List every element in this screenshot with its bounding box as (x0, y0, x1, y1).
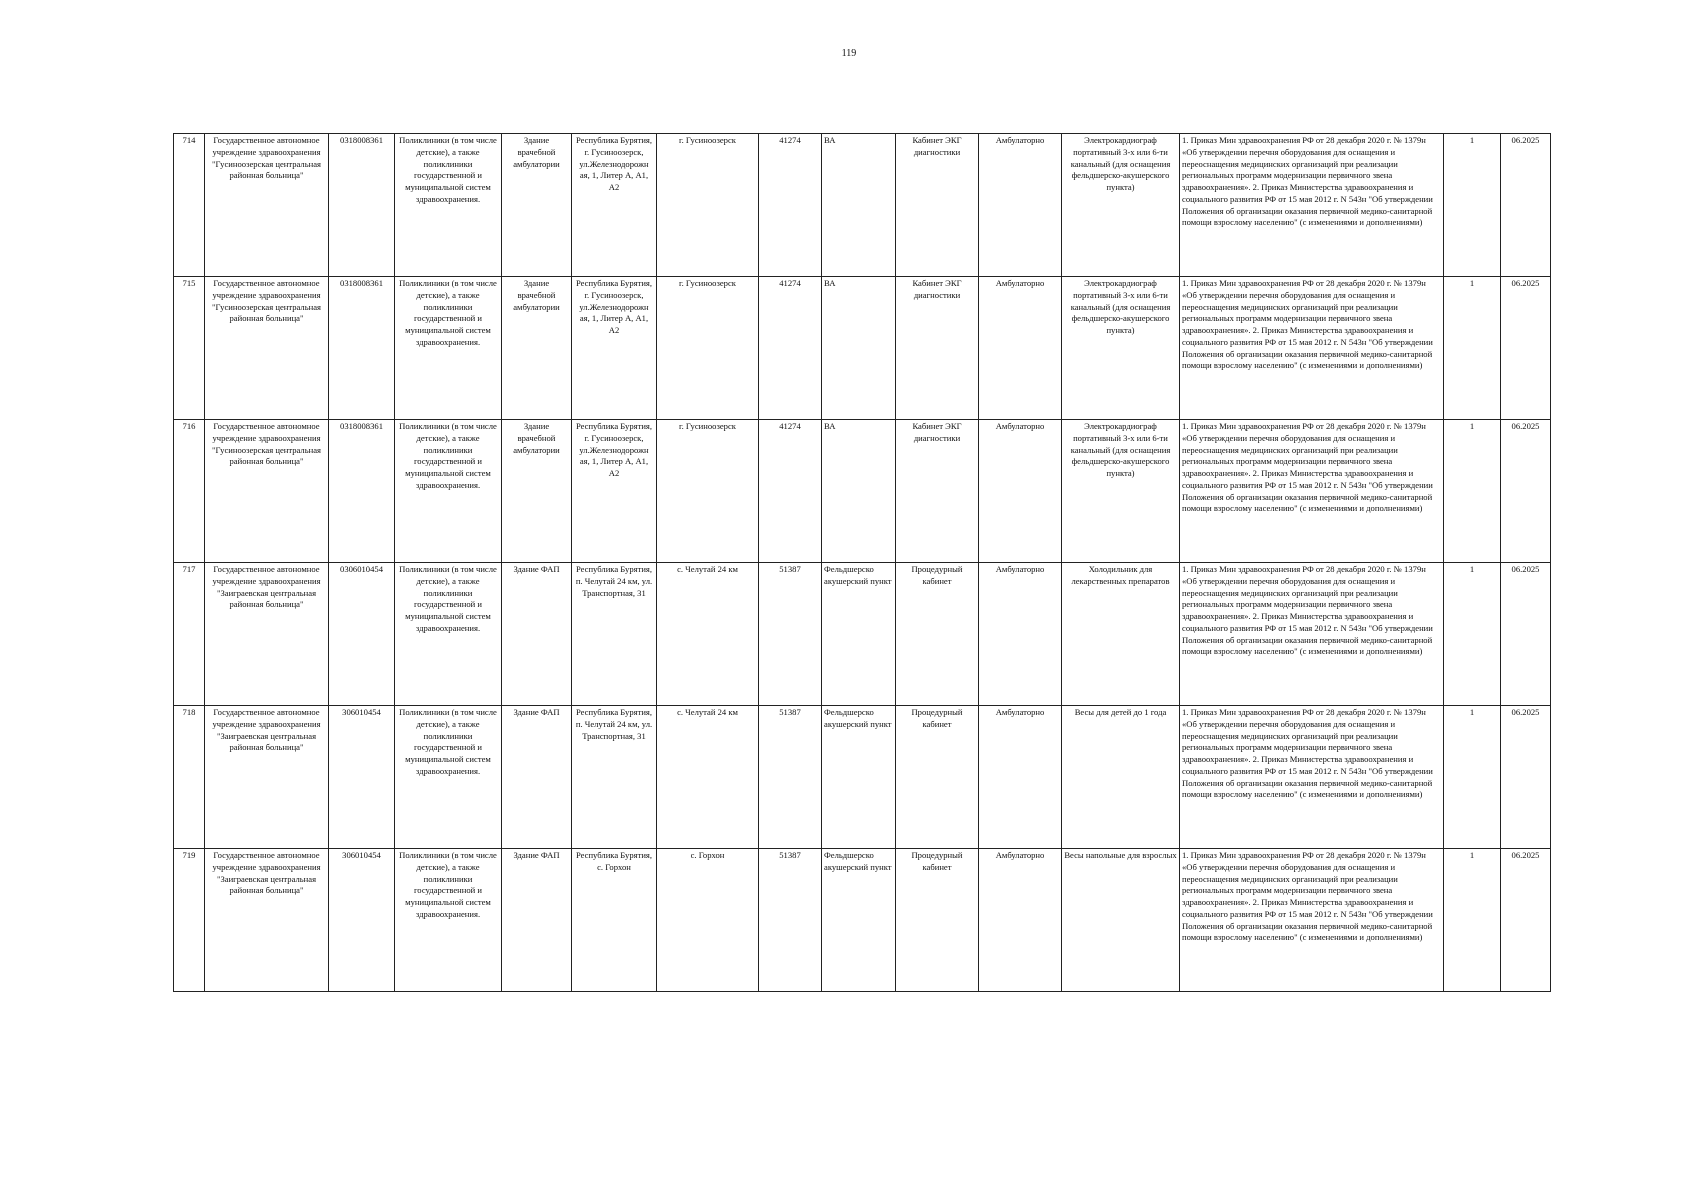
care-type-cell: Амбулаторно (979, 849, 1062, 992)
quantity-cell: 1 (1444, 706, 1501, 849)
code-cell: 0318008361 (329, 277, 395, 420)
oktmo-cell: 41274 (759, 134, 822, 277)
facility-type-cell: Поликлиники (в том числе детские), а также поликлиники государственной и муниципальной систем здравоохранения. (395, 563, 502, 706)
care-type-cell: Амбулаторно (979, 420, 1062, 563)
building-cell: Здание ФАП (502, 563, 572, 706)
care-type-cell: Амбулаторно (979, 134, 1062, 277)
care-type-cell: Амбулаторно (979, 563, 1062, 706)
legal-basis-cell: 1. Приказ Мин здравоохранения РФ от 28 декабря 2020 г. № 1379н «Об утверждении перечня оборудования для оснащения и переоснащения медицинских организаций при реализации региональных программ модернизации первичного звена здравоохранения». 2. Приказ Министерства здравоохранения и социального развития РФ от 15 мая 2012 г. N 543н "Об утверждении Положения об организации оказания первичной медико-санитарной помощи взрослому населению" (с изменениями и дополнениями) (1180, 706, 1444, 849)
legal-basis-cell: 1. Приказ Мин здравоохранения РФ от 28 декабря 2020 г. № 1379н «Об утверждении перечня оборудования для оснащения и переоснащения медицинских организаций при реализации региональных программ модернизации первичного звена здравоохранения». 2. Приказ Министерства здравоохранения и социального развития РФ от 15 мая 2012 г. N 543н "Об утверждении Положения об организации оказания первичной медико-санитарной помощи взрослому населению" (с изменениями и дополнениями) (1180, 849, 1444, 992)
address-cell: Республика Бурятия, г. Гусиноозерск, ул.Железнодорожн ая, 1, Литер А, А1, А2 (572, 134, 657, 277)
table-row (174, 563, 1551, 706)
organization-cell: Государственное автономное учреждение здравоохранения "Гусиноозерская центральная районная больница" (205, 134, 329, 277)
legal-basis-cell: 1. Приказ Мин здравоохранения РФ от 28 декабря 2020 г. № 1379н «Об утверждении перечня оборудования для оснащения и переоснащения медицинских организаций при реализации региональных программ модернизации первичного звена здравоохранения». 2. Приказ Министерства здравоохранения и социального развития РФ от 15 мая 2012 г. N 543н "Об утверждении Положения об организации оказания первичной медико-санитарной помощи взрослому населению" (с изменениями и дополнениями) (1180, 277, 1444, 420)
quantity-cell: 1 (1444, 134, 1501, 277)
date-cell: 06.2025 (1501, 706, 1551, 849)
building-cell: Здание врачебной амбулатории (502, 134, 572, 277)
facility-type-cell: Поликлиники (в том числе детские), а также поликлиники государственной и муниципальной систем здравоохранения. (395, 420, 502, 563)
settlement-cell: с. Горхон (657, 849, 759, 992)
unit-type-cell: Фельдшерско акушерский пункт (822, 706, 896, 849)
equipment-cell: Электрокардиограф портативный 3-х или 6-ти канальный (для оснащения фельдшерско-акушерского пункта) (1062, 134, 1180, 277)
code-cell: 0318008361 (329, 420, 395, 563)
unit-type-cell: ВА (822, 277, 896, 420)
facility-type-cell: Поликлиники (в том числе детские), а также поликлиники государственной и муниципальной систем здравоохранения. (395, 277, 502, 420)
date-cell: 06.2025 (1501, 277, 1551, 420)
code-cell: 0306010454 (329, 563, 395, 706)
facility-type-cell: Поликлиники (в том числе детские), а также поликлиники государственной и муниципальной систем здравоохранения. (395, 706, 502, 849)
row-number-cell: 717 (174, 563, 205, 706)
quantity-cell: 1 (1444, 849, 1501, 992)
table-body (174, 134, 1551, 992)
unit-type-cell: ВА (822, 134, 896, 277)
table-row (174, 277, 1551, 420)
room-cell: Процедурный кабинет (896, 849, 979, 992)
code-cell: 0318008361 (329, 134, 395, 277)
address-cell: Республика Бурятия, п. Челутай 24 км, ул. Транспортная, 31 (572, 706, 657, 849)
code-cell: 306010454 (329, 849, 395, 992)
date-cell: 06.2025 (1501, 849, 1551, 992)
organization-cell: Государственное автономное учреждение здравоохранения "Гусиноозерская центральная районная больница" (205, 277, 329, 420)
organization-cell: Государственное автономное учреждение здравоохранения "Гусиноозерская центральная районная больница" (205, 420, 329, 563)
address-cell: Республика Бурятия, г. Гусиноозерск, ул.Железнодорожн ая, 1, Литер А, А1, А2 (572, 420, 657, 563)
quantity-cell: 1 (1444, 277, 1501, 420)
date-cell: 06.2025 (1501, 563, 1551, 706)
oktmo-cell: 51387 (759, 706, 822, 849)
equipment-cell: Холодильник для лекарственных препаратов (1062, 563, 1180, 706)
room-cell: Процедурный кабинет (896, 706, 979, 849)
oktmo-cell: 41274 (759, 277, 822, 420)
date-cell: 06.2025 (1501, 134, 1551, 277)
equipment-cell: Электрокардиограф портативный 3-х или 6-ти канальный (для оснащения фельдшерско-акушерского пункта) (1062, 420, 1180, 563)
legal-basis-cell: 1. Приказ Мин здравоохранения РФ от 28 декабря 2020 г. № 1379н «Об утверждении перечня оборудования для оснащения и переоснащения медицинских организаций при реализации региональных программ модернизации первичного звена здравоохранения». 2. Приказ Министерства здравоохранения и социального развития РФ от 15 мая 2012 г. N 543н "Об утверждении Положения об организации оказания первичной медико-санитарной помощи взрослому населению" (с изменениями и дополнениями) (1180, 134, 1444, 277)
equipment-cell: Весы для детей до 1 года (1062, 706, 1180, 849)
unit-type-cell: ВА (822, 420, 896, 563)
settlement-cell: г. Гусиноозерск (657, 277, 759, 420)
facility-type-cell: Поликлиники (в том числе детские), а также поликлиники государственной и муниципальной систем здравоохранения. (395, 134, 502, 277)
oktmo-cell: 51387 (759, 849, 822, 992)
date-cell: 06.2025 (1501, 420, 1551, 563)
address-cell: Республика Бурятия, с. Горхон (572, 849, 657, 992)
quantity-cell: 1 (1444, 420, 1501, 563)
facility-type-cell: Поликлиники (в том числе детские), а также поликлиники государственной и муниципальной систем здравоохранения. (395, 849, 502, 992)
table-row (174, 134, 1551, 277)
settlement-cell: с. Челутай 24 км (657, 706, 759, 849)
oktmo-cell: 51387 (759, 563, 822, 706)
equipment-table (173, 133, 1551, 992)
equipment-cell: Весы напольные для взрослых (1062, 849, 1180, 992)
building-cell: Здание врачебной амбулатории (502, 277, 572, 420)
oktmo-cell: 41274 (759, 420, 822, 563)
building-cell: Здание врачебной амбулатории (502, 420, 572, 563)
code-cell: 306010454 (329, 706, 395, 849)
care-type-cell: Амбулаторно (979, 706, 1062, 849)
page-number: 119 (841, 48, 857, 59)
building-cell: Здание ФАП (502, 849, 572, 992)
settlement-cell: г. Гусиноозерск (657, 420, 759, 563)
unit-type-cell: Фельдшерско акушерский пункт (822, 563, 896, 706)
row-number-cell: 718 (174, 706, 205, 849)
address-cell: Республика Бурятия, г. Гусиноозерск, ул.Железнодорожн ая, 1, Литер А, А1, А2 (572, 277, 657, 420)
row-number-cell: 715 (174, 277, 205, 420)
row-number-cell: 716 (174, 420, 205, 563)
legal-basis-cell: 1. Приказ Мин здравоохранения РФ от 28 декабря 2020 г. № 1379н «Об утверждении перечня оборудования для оснащения и переоснащения медицинских организаций при реализации региональных программ модернизации первичного звена здравоохранения». 2. Приказ Министерства здравоохранения и социального развития РФ от 15 мая 2012 г. N 543н "Об утверждении Положения об организации оказания первичной медико-санитарной помощи взрослому населению" (с изменениями и дополнениями) (1180, 563, 1444, 706)
organization-cell: Государственное автономное учреждение здравоохранения "Заиграевская центральная районная больница" (205, 849, 329, 992)
settlement-cell: с. Челутай 24 км (657, 563, 759, 706)
room-cell: Кабинет ЭКГ диагностики (896, 277, 979, 420)
equipment-cell: Электрокардиограф портативный 3-х или 6-ти канальный (для оснащения фельдшерско-акушерского пункта) (1062, 277, 1180, 420)
row-number-cell: 719 (174, 849, 205, 992)
address-cell: Республика Бурятия, п. Челутай 24 км, ул. Транспортная, 31 (572, 563, 657, 706)
organization-cell: Государственное автономное учреждение здравоохранения "Заиграевская центральная районная больница" (205, 563, 329, 706)
table-row (174, 849, 1551, 992)
quantity-cell: 1 (1444, 563, 1501, 706)
room-cell: Кабинет ЭКГ диагностики (896, 420, 979, 563)
room-cell: Процедурный кабинет (896, 563, 979, 706)
room-cell: Кабинет ЭКГ диагностики (896, 134, 979, 277)
building-cell: Здание ФАП (502, 706, 572, 849)
organization-cell: Государственное автономное учреждение здравоохранения "Заиграевская центральная районная больница" (205, 706, 329, 849)
settlement-cell: г. Гусиноозерск (657, 134, 759, 277)
legal-basis-cell: 1. Приказ Мин здравоохранения РФ от 28 декабря 2020 г. № 1379н «Об утверждении перечня оборудования для оснащения и переоснащения медицинских организаций при реализации региональных программ модернизации первичного звена здравоохранения». 2. Приказ Министерства здравоохранения и социального развития РФ от 15 мая 2012 г. N 543н "Об утверждении Положения об организации оказания первичной медико-санитарной помощи взрослому населению" (с изменениями и дополнениями) (1180, 420, 1444, 563)
table-row (174, 706, 1551, 849)
care-type-cell: Амбулаторно (979, 277, 1062, 420)
unit-type-cell: Фельдшерско акушерский пункт (822, 849, 896, 992)
row-number-cell: 714 (174, 134, 205, 277)
table-row (174, 420, 1551, 563)
